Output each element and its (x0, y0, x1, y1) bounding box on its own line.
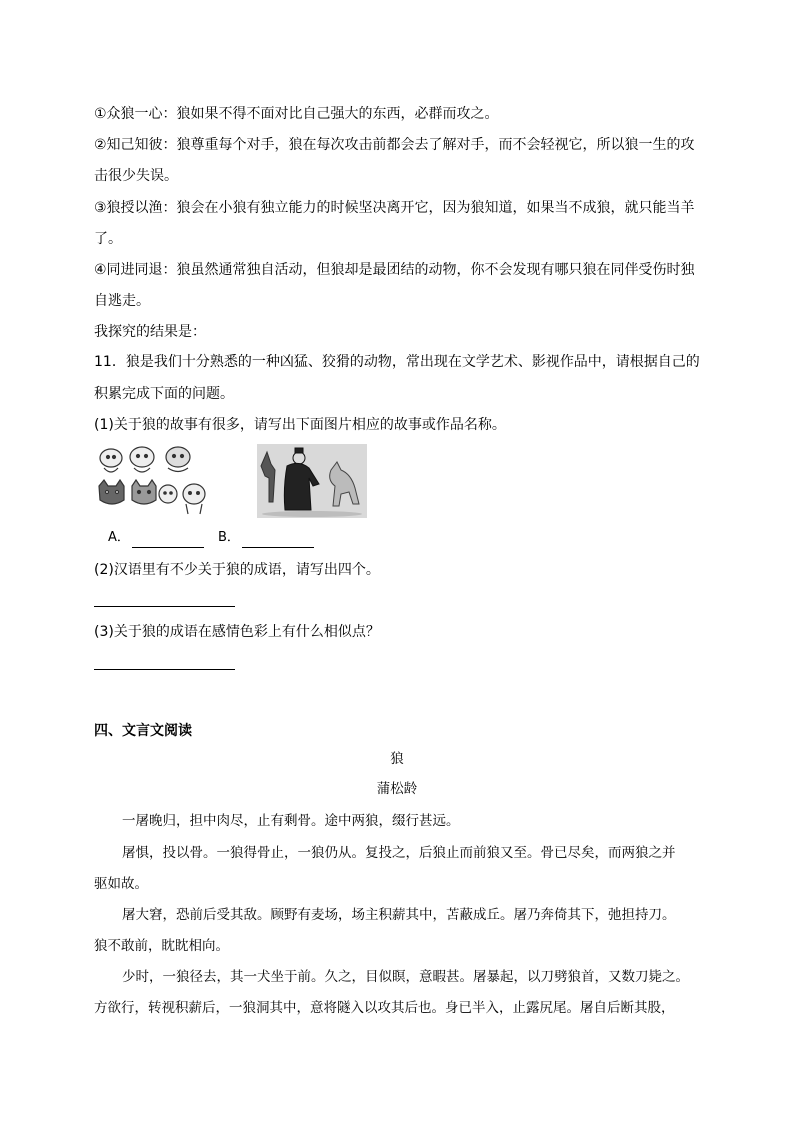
answer-b (218, 528, 314, 548)
text-author: 蒲松龄 (376, 781, 418, 797)
trait-3-cont: 了。 (94, 231, 122, 247)
section-heading: 四、文言文阅读 (94, 723, 192, 739)
answer-a (108, 528, 204, 548)
answer-a-blank[interactable] (132, 533, 204, 548)
q11-sub3: (3)关于狼的成语在感情色彩上有什么相似点？ (94, 624, 380, 640)
answer-b-blank[interactable] (242, 533, 314, 548)
wolf-character-icon (132, 480, 156, 504)
sheep-character-icon (159, 485, 177, 503)
trait-1: ①众狼一心：狼如果不得不面对比自己强大的东西，必群而攻之。 (94, 106, 499, 122)
cartoon-characters-image (94, 442, 214, 520)
classical-text-line: 屠大窘，恐前后受其敌。顾野有麦场，场主积薪其中，苫蔽成丘。屠乃奔倚其下，弛担持刀。 (122, 907, 676, 923)
sheep-character-icon (183, 484, 205, 514)
trait-2: ②知己知彼：狼尊重每个对手，狼在每次攻击前都会去了解对手，而不会轻视它，所以狼一生的攻 (94, 137, 695, 153)
classical-text-line: 狼不敢前，眈眈相向。 (94, 938, 229, 954)
sheep-character-icon (100, 449, 122, 472)
q11-stem-line1: 11．狼是我们十分熟悉的一种凶猛、狡猾的动物，常出现在文学艺术、影视作品中，请根据自己的 (94, 354, 700, 370)
classical-text-line: 方欲行，转视积薪后，一狼洞其中，意将隧入以攻其后也。身已半入，止露尻尾。屠自后断其股， (94, 1000, 675, 1016)
trait-2-cont: 击很少失误。 (94, 168, 178, 184)
trait-4-cont: 自逃走。 (94, 293, 150, 309)
wolf-character-icon (99, 480, 124, 504)
idiom-answer-line[interactable] (94, 606, 235, 607)
answer-a-label: A． (108, 530, 130, 545)
classical-text-line: 屠惧，投以骨。一狼得骨止，一狼仍从。复投之，后狼止而前狼又至。骨已尽矣，而两狼之并 (122, 845, 676, 861)
q11-sub1: (1)关于狼的故事有很多，请写出下面图片相应的故事或作品名称。 (94, 417, 506, 433)
trait-4: ④同进同退：狼虽然通常独自活动，但狼却是最团结的动物，你不会发现有哪只狼在同伴受伤时独 (94, 262, 695, 278)
answer-b-label: B． (218, 530, 240, 545)
text-title: 狼 (390, 751, 404, 767)
classical-text-line: 驱如故。 (94, 876, 148, 892)
classical-text-line: 少时，一狼径去，其一犬坐于前。久之，目似瞑，意暇甚。屠暴起，以刀劈狼首，又数刀毙之。 (122, 969, 689, 985)
q11-sub2: (2)汉语里有不少关于狼的成语，请写出四个。 (94, 562, 380, 578)
sentiment-answer-line[interactable] (94, 669, 235, 670)
sheep-character-icon (130, 447, 154, 472)
classical-text-line: 一屠晚归，担中肉尽，止有剩骨。途中两狼，缀行甚远。 (122, 813, 460, 829)
result-label: 我探究的结果是： (94, 324, 206, 340)
q11-stem-line2: 积累完成下面的问题。 (94, 386, 234, 402)
scholar-and-wolf-image (257, 444, 367, 518)
sheep-character-icon (166, 447, 190, 472)
trait-3: ③狼授以渔：狼会在小狼有独立能力的时候坚决离开它，因为狼知道，如果当不成狼，就只能当羊 (94, 200, 695, 216)
